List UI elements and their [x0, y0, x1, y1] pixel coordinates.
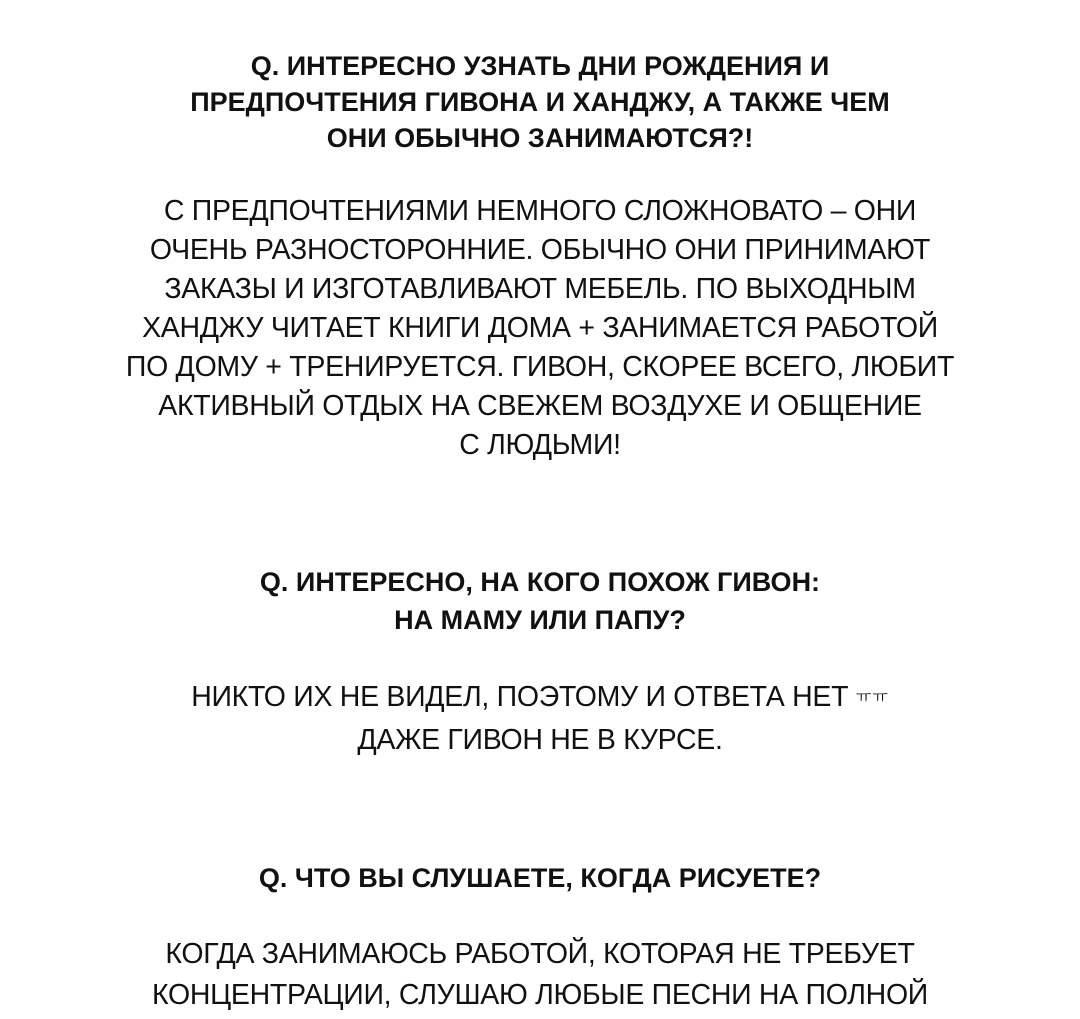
question-2 — [0, 563, 1080, 639]
answer-line: ОЧЕНЬ РАЗНОСТОРОННИЕ. ОБЫЧНО ОНИ ПРИНИМАЮТ — [149, 234, 931, 266]
question-3 — [0, 860, 1080, 896]
answer-line: С ПРЕДПОЧТЕНИЯМИ НЕМНОГО СЛОЖНОВАТО – ОНИ — [163, 195, 917, 227]
answer-line: КОГДА ЗАНИМАЮСЬ РАБОТОЙ, КОТОРАЯ НЕ ТРЕБУЕТ — [165, 938, 915, 970]
question-line: Q. ИНТЕРЕСНО УЗНАТЬ ДНИ РОЖДЕНИЯ И — [250, 51, 830, 81]
question-line: Q. ИНТЕРЕСНО, НА КОГО ПОХОЖ ГИВОН: — [259, 567, 821, 597]
question-line: ОНИ ОБЫЧНО ЗАНИМАЮТСЯ?! — [326, 123, 754, 153]
answer-line: ПО ДОМУ + ТРЕНИРУЕТСЯ. ГИВОН, СКОРЕЕ ВСЕГО, ЛЮБИТ — [125, 351, 955, 383]
answer-line: ЗАКАЗЫ И ИЗГОТАВЛИВАЮТ МЕБЕЛЬ. ПО ВЫХОДНЫМ — [164, 273, 916, 305]
question-line: Q. ЧТО ВЫ СЛУШАЕТЕ, КОГДА РИСУЕТЕ? — [258, 863, 822, 893]
answer-3 — [0, 934, 1080, 1016]
answer-line: ДАЖЕ ГИВОН НЕ В КУРСЕ. — [357, 724, 723, 757]
question-line: ПРЕДПОЧТЕНИЯ ГИВОНА И ХАНДЖУ, А ТАКЖЕ ЧЕМ — [190, 87, 890, 117]
answer-1 — [0, 192, 1080, 465]
question-line: НА МАМУ ИЛИ ПАПУ? — [394, 605, 686, 635]
answer-line: ХАНДЖУ ЧИТАЕТ КНИГИ ДОМА + ЗАНИМАЕТСЯ РАБОТОЙ — [142, 312, 938, 344]
answer-line — [0, 676, 1080, 719]
answer-text: НИКТО ИХ НЕ ВИДЕЛ, ПОЭТОМУ И ОТВЕТА НЕТ — [191, 681, 849, 713]
answer-2 — [0, 676, 1080, 761]
question-1 — [0, 48, 1080, 156]
answer-line: АКТИВНЫЙ ОТДЫХ НА СВЕЖЕМ ВОЗДУХЕ И ОБЩЕНИЕ — [158, 390, 922, 422]
answer-line: С ЛЮДЬМИ! — [459, 429, 621, 461]
answer-line: КОНЦЕНТРАЦИИ, СЛУШАЮ ЛЮБЫЕ ПЕСНИ НА ПОЛНОЙ — [152, 979, 928, 1011]
crying-emoticon: ㅠㅠ — [855, 689, 889, 707]
